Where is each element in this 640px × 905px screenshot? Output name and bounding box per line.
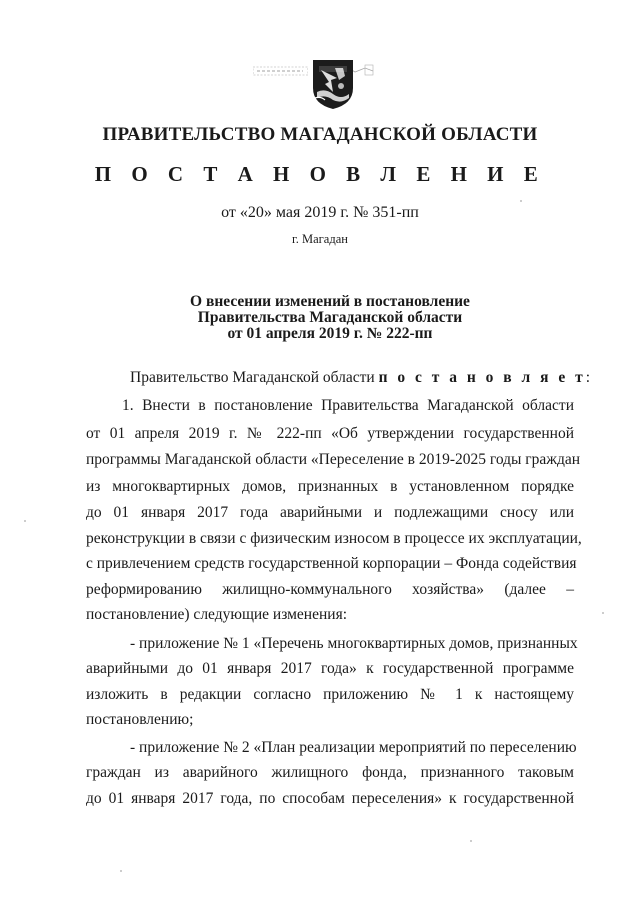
faint-stamp-left-icon bbox=[253, 66, 308, 76]
scan-speck bbox=[520, 200, 522, 202]
scan-speck bbox=[120, 870, 122, 872]
document-title bbox=[0, 294, 640, 342]
document-city: г. Магадан bbox=[292, 232, 348, 246]
body-line: 1. Внести в постановление Правительства Магаданской области bbox=[122, 397, 574, 414]
body-line: постановлению; bbox=[86, 711, 194, 728]
document-type-heading: П О С Т А Н О В Л Е Н И Е bbox=[94, 162, 546, 186]
body-line: - приложение № 2 «План реализации мероприятий по переселению bbox=[130, 739, 577, 756]
intro-emphasis: п о с т а н о в л я е т bbox=[378, 369, 586, 386]
document-date-number: от «20» мая 2019 г. № 351-пп bbox=[221, 204, 419, 221]
body-line: до 01 января 2017 года аварийными и подлежащими сносу или bbox=[86, 504, 574, 521]
body-line: изложить в редакции согласно приложению № 1 к настоящему bbox=[86, 686, 574, 703]
body-line: из многоквартирных домов, признанных в установленном порядке bbox=[86, 478, 574, 495]
title-line-3: от 01 апреля 2019 г. № 222-пп bbox=[227, 325, 433, 342]
scan-speck bbox=[602, 612, 604, 614]
intro-text: Правительство Магаданской области bbox=[130, 369, 379, 386]
organization-heading: ПРАВИТЕЛЬСТВО МАГАДАНСКОЙ ОБЛАСТИ bbox=[102, 124, 538, 145]
coat-of-arms-icon bbox=[311, 58, 355, 110]
body-line: программы Магаданской области «Переселение в 2019-2025 годы граждан bbox=[86, 451, 581, 468]
body-line: с привлечением средств государственной корпорации – Фонда содействия bbox=[86, 555, 577, 572]
body-line: граждан из аварийного жилищного фонда, признанного таковым bbox=[86, 764, 574, 781]
body-line: аварийными до 01 января 2017 года» к государственной программе bbox=[86, 660, 574, 677]
title-line-1: О внесении изменений в постановление bbox=[190, 293, 470, 310]
body-line: постановление) следующие изменения: bbox=[86, 606, 348, 623]
scan-speck bbox=[24, 520, 26, 522]
body-line: до 01 января 2017 года, по способам переселения» к государственной bbox=[86, 790, 574, 807]
body-line: реформированию жилищно-коммунального хозяйства» (далее – bbox=[86, 581, 574, 598]
emblem-area bbox=[253, 58, 388, 116]
body-line: реконструкции в связи с физическим износом в процессе их эксплуатации, bbox=[86, 530, 582, 547]
scan-speck bbox=[470, 840, 472, 842]
intro-tail: : bbox=[585, 369, 591, 386]
title-line-2: Правительства Магаданской области bbox=[197, 309, 463, 326]
body-line: - приложение № 1 «Перечень многоквартирных домов, признанных bbox=[130, 635, 578, 652]
intro-paragraph bbox=[130, 368, 591, 388]
body-line: от 01 апреля 2019 г. № 222-пп «Об утверждении государственной bbox=[86, 425, 574, 442]
